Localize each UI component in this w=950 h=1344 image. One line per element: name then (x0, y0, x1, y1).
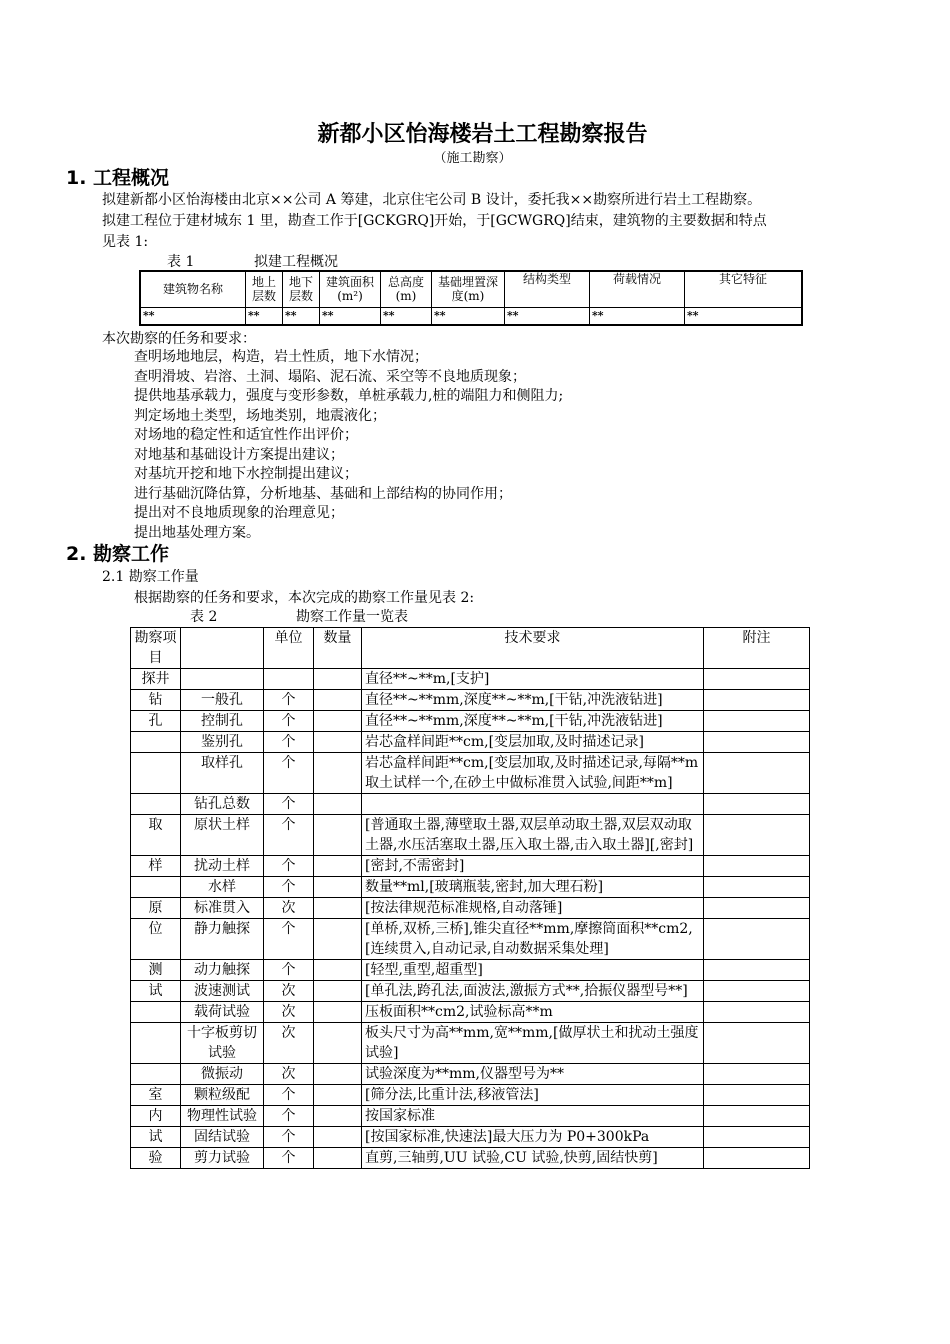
qty-cell (314, 960, 362, 981)
table1-cell: ** (246, 307, 283, 325)
header-unit: 单位 (264, 628, 314, 669)
note-cell (704, 960, 810, 981)
document-subtitle: （施工勘察） (433, 151, 512, 166)
note-cell (704, 690, 810, 711)
qty-cell (314, 856, 362, 877)
task-item: 进行基础沉降估算，分析地基、基础和上部结构的协同作用； (134, 485, 512, 502)
table2-body (131, 669, 810, 1169)
unit-cell: 个 (264, 753, 314, 794)
table-row (131, 1127, 810, 1148)
table-row (131, 919, 810, 960)
category-cell: 钻 (131, 690, 181, 711)
note-cell (704, 794, 810, 815)
note-cell (704, 877, 810, 898)
note-cell (704, 815, 810, 856)
tech-cell: 数量**ml,[玻璃瓶装,密封,加大理石粉] (362, 877, 704, 898)
table1-label: 表 1 (167, 254, 195, 270)
unit-cell: 个 (264, 960, 314, 981)
table-row (131, 1106, 810, 1127)
task-item: 查明场地地层，构造，岩土性质，地下水情况； (134, 349, 428, 365)
unit-cell: 次 (264, 1064, 314, 1085)
section2-subheading: 2.1 勘察工作量 (102, 569, 199, 585)
table1-header-cell: 地上层数 (246, 271, 283, 307)
tech-cell: 岩芯盒样间距**cm,[变层加取,及时描述记录] (362, 732, 704, 753)
unit-cell: 个 (264, 690, 314, 711)
qty-cell (314, 919, 362, 960)
table-row (131, 1023, 810, 1064)
category-cell (131, 1002, 181, 1023)
category-cell: 原 (131, 898, 181, 919)
category-cell (131, 732, 181, 753)
item-cell: 原状土样 (181, 815, 264, 856)
table1-cell: ** (590, 307, 685, 325)
table-row (131, 960, 810, 981)
note-cell (704, 1002, 810, 1023)
note-cell (704, 1106, 810, 1127)
category-cell (131, 794, 181, 815)
note-cell (704, 1064, 810, 1085)
table1-header-cell: 基础埋置深度(m) (432, 271, 505, 307)
category-cell: 试 (131, 981, 181, 1002)
task-item: 对基坑开挖和地下水控制提出建议； (134, 466, 358, 482)
tech-cell: 压板面积**cm2,试验标高**m (362, 1002, 704, 1023)
note-cell (704, 919, 810, 960)
category-cell: 室 (131, 1085, 181, 1106)
unit-cell: 个 (264, 919, 314, 960)
qty-cell (314, 1106, 362, 1127)
table-row (131, 877, 810, 898)
note-cell (704, 1085, 810, 1106)
item-cell: 载荷试验 (181, 1002, 264, 1023)
item-cell: 控制孔 (181, 711, 264, 732)
item-cell: 十字板剪切试验 (181, 1023, 264, 1064)
category-cell: 探井 (131, 669, 181, 690)
table1-header-cell: 总高度(m) (381, 271, 432, 307)
table-row (131, 711, 810, 732)
qty-cell (314, 732, 362, 753)
tech-cell: 岩芯盒样间距**cm,[变层加取,及时描述记录,每隔**m 取土试样一个,在砂土中做标准贯入试验,间距**m] (362, 753, 704, 794)
section2-heading: 2. 勘察工作 (66, 543, 170, 565)
table1-header-row (140, 271, 802, 307)
task-item: 查明滑坡、岩溶、土洞、塌陷、泥石流、采空等不良地质现象； (134, 368, 526, 385)
document-title: 新都小区怡海楼岩土工程勘察报告 (317, 122, 648, 147)
qty-cell (314, 753, 362, 794)
table1-cell: ** (685, 307, 803, 325)
category-cell: 试 (131, 1127, 181, 1148)
category-cell: 内 (131, 1106, 181, 1127)
table2-title: 勘察工作量一览表 (296, 609, 408, 625)
tech-cell: [轻型,重型,超重型] (362, 960, 704, 981)
table-row (131, 794, 810, 815)
note-cell (704, 1023, 810, 1064)
item-cell: 剪力试验 (181, 1148, 264, 1169)
category-cell: 取 (131, 815, 181, 856)
table1-header-cell: 地下层数 (283, 271, 320, 307)
section1-heading: 1. 工程概况 (66, 167, 170, 189)
table-row (131, 856, 810, 877)
table1-data-row (140, 307, 802, 325)
task-item: 提出地基处理方案。 (134, 524, 260, 541)
tasks-list (134, 348, 563, 543)
table1-header-cell: 结构类型 (505, 271, 590, 307)
tech-cell: [单孔法,跨孔法,面波法,激振方式**,拾振仪器型号**] (362, 981, 704, 1002)
table1-cell: ** (432, 307, 505, 325)
tech-cell: 直径**~**mm,深度**~**m,[干钻,冲洗液钻进] (362, 711, 704, 732)
item-cell: 物理性试验 (181, 1106, 264, 1127)
item-cell: 钻孔总数 (181, 794, 264, 815)
tech-cell: 直径**~**mm,深度**~**m,[干钻,冲洗液钻进] (362, 690, 704, 711)
task-item: 判定场地土类型，场地类别，地震液化； (134, 407, 386, 424)
unit-cell (264, 669, 314, 690)
unit-cell: 个 (264, 794, 314, 815)
table1-header-cell: 建筑面积(m²) (320, 271, 381, 307)
tech-cell: 板头尺寸为高**mm,宽**mm,[做厚状土和扰动土强度试验] (362, 1023, 704, 1064)
table1-cell: ** (505, 307, 590, 325)
category-cell (131, 1064, 181, 1085)
note-cell (704, 1127, 810, 1148)
tech-cell (362, 794, 704, 815)
qty-cell (314, 877, 362, 898)
tech-cell: [单桥,双桥,三桥],锥尖直径**mm,摩擦筒面积**cm2,[连续贯入,自动记录,自动数据采集处理] (362, 919, 704, 960)
tech-cell: 按国家标准 (362, 1106, 704, 1127)
unit-cell: 次 (264, 981, 314, 1002)
item-cell: 静力触探 (181, 919, 264, 960)
table1-cell: ** (381, 307, 432, 325)
category-cell: 样 (131, 856, 181, 877)
qty-cell (314, 794, 362, 815)
table-row (131, 1085, 810, 1106)
tasks-intro: 本次勘察的任务和要求： (102, 331, 256, 347)
category-cell: 验 (131, 1148, 181, 1169)
unit-cell: 次 (264, 1002, 314, 1023)
header-qty: 数量 (314, 628, 362, 669)
tech-cell: [密封,不需密封] (362, 856, 704, 877)
tech-cell: 直剪,三轴剪,UU 试验,CU 试验,快剪,固结快剪] (362, 1148, 704, 1169)
note-cell (704, 732, 810, 753)
note-cell (704, 1148, 810, 1169)
item-cell: 扰动土样 (181, 856, 264, 877)
note-cell (704, 753, 810, 794)
header-note: 附注 (704, 628, 810, 669)
para-line-2: 拟建工程位于建材城东 1 里，勘查工作于[GCKGRQ]开始，于[GCWGRQ]结束，建筑物的主要数据和特点 (102, 213, 767, 229)
qty-cell (314, 1127, 362, 1148)
para-line-3: 见表 1: (102, 234, 149, 250)
qty-cell (314, 981, 362, 1002)
category-cell: 测 (131, 960, 181, 981)
tech-cell: 试验深度为**mm,仪器型号为** (362, 1064, 704, 1085)
item-cell: 鉴别孔 (181, 732, 264, 753)
table-row (131, 690, 810, 711)
table2-label: 表 2 (190, 609, 218, 625)
unit-cell: 个 (264, 1106, 314, 1127)
qty-cell (314, 898, 362, 919)
table2-header-row (131, 628, 810, 669)
qty-cell (314, 1085, 362, 1106)
unit-cell: 个 (264, 1148, 314, 1169)
item-cell: 波速测试 (181, 981, 264, 1002)
table1-cell: ** (320, 307, 381, 325)
table-row (131, 1148, 810, 1169)
unit-cell: 个 (264, 1127, 314, 1148)
table1-cell: ** (283, 307, 320, 325)
qty-cell (314, 815, 362, 856)
note-cell (704, 669, 810, 690)
note-cell (704, 898, 810, 919)
task-item: 对场地的稳定性和适宜性作出评价； (134, 427, 358, 443)
item-cell: 颗粒级配 (181, 1085, 264, 1106)
item-cell: 动力触探 (181, 960, 264, 981)
header-tech: 技术要求 (362, 628, 704, 669)
table-row (131, 669, 810, 690)
tech-cell: 直径**~**m,[支护] (362, 669, 704, 690)
table-row (131, 753, 810, 794)
unit-cell: 个 (264, 815, 314, 856)
qty-cell (314, 1002, 362, 1023)
category-cell (131, 1023, 181, 1064)
qty-cell (314, 690, 362, 711)
survey-workload-table (130, 627, 810, 1169)
category-cell (131, 877, 181, 898)
table-row (131, 981, 810, 1002)
item-cell: 标准贯入 (181, 898, 264, 919)
unit-cell: 次 (264, 1023, 314, 1064)
note-cell (704, 856, 810, 877)
table-row (131, 815, 810, 856)
section2-paragraph: 根据勘察的任务和要求，本次完成的勘察工作量见表 2: (134, 590, 475, 606)
qty-cell (314, 669, 362, 690)
para-line-1: 拟建新都小区怡海楼由北京××公司 A 筹建，北京住宅公司 B 设计，委托我××勘察所进行岩土工程勘察。 (102, 192, 762, 208)
table1-header-cell: 荷载情况 (590, 271, 685, 307)
unit-cell: 个 (264, 877, 314, 898)
qty-cell (314, 1064, 362, 1085)
tech-cell: [按法律规范标准规格,自动落锤] (362, 898, 704, 919)
table1-header-cell: 其它特征 (685, 271, 803, 307)
header-item: 勘察项目 (131, 628, 181, 669)
table1-cell: ** (140, 307, 246, 325)
item-cell: 一般孔 (181, 690, 264, 711)
note-cell (704, 981, 810, 1002)
note-cell (704, 711, 810, 732)
category-cell (131, 753, 181, 794)
unit-cell: 个 (264, 732, 314, 753)
tech-cell: [按国家标准,快速法]最大压力为 P0+300kPa (362, 1127, 704, 1148)
table-row (131, 732, 810, 753)
task-item: 提出对不良地质现象的治理意见； (134, 505, 344, 521)
table-row (131, 898, 810, 919)
task-item: 对地基和基础设计方案提出建议； (134, 446, 344, 463)
qty-cell (314, 711, 362, 732)
table1-title: 拟建工程概况 (254, 254, 338, 270)
item-cell: 取样孔 (181, 753, 264, 794)
item-cell: 固结试验 (181, 1127, 264, 1148)
item-cell (181, 669, 264, 690)
task-item: 提供地基承载力，强度与变形参数，单桩承载力,桩的端阻力和侧阻力; (134, 388, 564, 404)
table-row (131, 1064, 810, 1085)
header-blank (181, 628, 264, 669)
qty-cell (314, 1148, 362, 1169)
section1-paragraph (102, 190, 892, 253)
unit-cell: 次 (264, 898, 314, 919)
tech-cell: [普通取土器,薄壁取土器,双层单动取土器,双层双动取土器,水压活塞取土器,压入取土器,击入取土器][,密封] (362, 815, 704, 856)
project-overview-table (139, 270, 803, 326)
table1-header-cell: 建筑物名称 (140, 271, 246, 307)
unit-cell: 个 (264, 856, 314, 877)
item-cell: 水样 (181, 877, 264, 898)
unit-cell: 个 (264, 711, 314, 732)
unit-cell: 个 (264, 1085, 314, 1106)
table-row (131, 1002, 810, 1023)
item-cell: 微振动 (181, 1064, 264, 1085)
tech-cell: [筛分法,比重计法,移液管法] (362, 1085, 704, 1106)
qty-cell (314, 1023, 362, 1064)
category-cell: 孔 (131, 711, 181, 732)
category-cell: 位 (131, 919, 181, 960)
